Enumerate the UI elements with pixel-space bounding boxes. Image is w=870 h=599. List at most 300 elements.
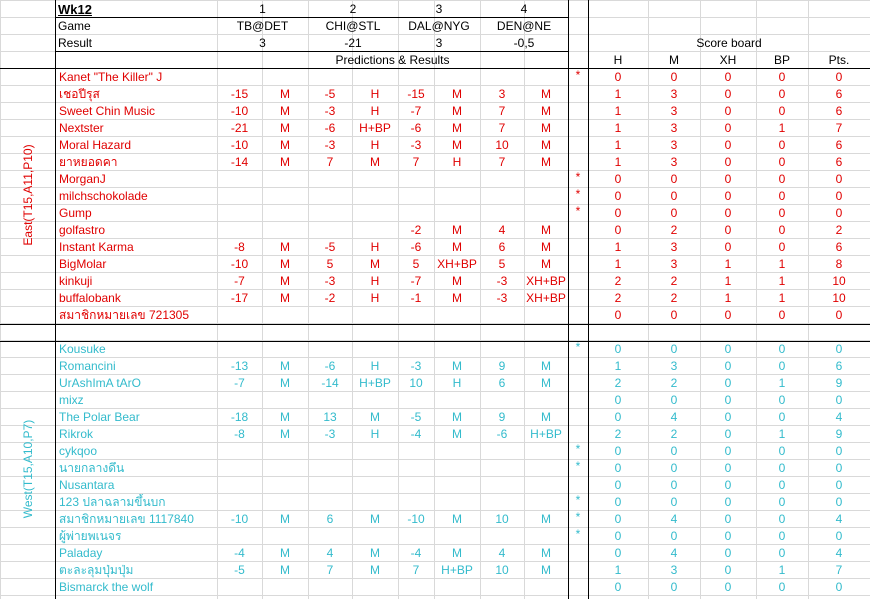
prediction-cell[interactable]: -6	[324, 121, 336, 135]
score-cell[interactable]: 2	[670, 376, 678, 390]
prediction-cell[interactable]: M	[280, 563, 290, 577]
prediction-cell[interactable]: H+BP	[359, 376, 391, 390]
scoreboard-header[interactable]: Score board	[696, 36, 762, 50]
prediction-cell[interactable]: H+BP	[530, 427, 562, 441]
score-cell[interactable]: 4	[835, 512, 843, 526]
prediction-cell[interactable]: M	[280, 240, 290, 254]
score-cell[interactable]: 0	[724, 580, 732, 594]
score-cell[interactable]: 0	[835, 580, 843, 594]
score-cell[interactable]: 0	[778, 206, 786, 220]
score-cell[interactable]: 0	[724, 155, 732, 169]
prediction-cell[interactable]: M	[280, 274, 290, 288]
score-cell[interactable]: 1	[778, 291, 786, 305]
prediction-cell[interactable]: -2	[410, 223, 422, 237]
score-cell[interactable]: 0	[724, 223, 732, 237]
score-cell[interactable]: 1	[614, 257, 622, 271]
prediction-cell[interactable]: H	[370, 104, 380, 118]
score-cell[interactable]: 0	[778, 104, 786, 118]
prediction-cell[interactable]: M	[452, 546, 462, 560]
score-cell[interactable]: 0	[835, 172, 843, 186]
score-cell[interactable]: 3	[670, 87, 678, 101]
prediction-cell[interactable]: -17	[230, 291, 249, 305]
player-name[interactable]: buffalobank	[59, 291, 121, 305]
prediction-cell[interactable]: M	[280, 121, 290, 135]
score-cell[interactable]: 0	[835, 529, 843, 543]
score-cell[interactable]: 1	[614, 87, 622, 101]
score-cell[interactable]: 0	[778, 546, 786, 560]
score-cell[interactable]: 4	[670, 512, 678, 526]
game-result-3[interactable]: 3	[435, 36, 443, 50]
score-cell[interactable]: 8	[835, 257, 843, 271]
prediction-cell[interactable]: M	[280, 546, 290, 560]
prediction-cell[interactable]: H	[370, 240, 380, 254]
prediction-cell[interactable]: H+BP	[359, 121, 391, 135]
score-cell[interactable]: 0	[778, 512, 786, 526]
prediction-cell[interactable]: M	[370, 155, 380, 169]
flag-star[interactable]: *	[575, 187, 581, 201]
score-cell[interactable]: 0	[778, 495, 786, 509]
score-cell[interactable]: 0	[614, 495, 622, 509]
score-cell[interactable]: 0	[778, 155, 786, 169]
score-cell[interactable]: 2	[670, 223, 678, 237]
prediction-cell[interactable]: M	[452, 87, 462, 101]
score-cell[interactable]: 0	[670, 189, 678, 203]
flag-star[interactable]: *	[575, 510, 581, 524]
prediction-cell[interactable]: 5	[326, 257, 334, 271]
player-name[interactable]: 123 ปลาฉลามขึ้นบก	[59, 495, 166, 509]
score-cell[interactable]: 0	[614, 444, 622, 458]
score-cell[interactable]: 0	[614, 393, 622, 407]
prediction-cell[interactable]: 6	[326, 512, 334, 526]
prediction-cell[interactable]: 10	[495, 512, 509, 526]
player-name[interactable]: BigMolar	[59, 257, 107, 271]
score-cell[interactable]: 0	[614, 478, 622, 492]
score-cell[interactable]: 4	[670, 546, 678, 560]
score-cell[interactable]: 3	[670, 257, 678, 271]
score-cell[interactable]: 2	[614, 274, 622, 288]
score-cell[interactable]: 0	[778, 461, 786, 475]
prediction-cell[interactable]: M	[280, 512, 290, 526]
prediction-cell[interactable]: M	[280, 87, 290, 101]
score-cell[interactable]: 0	[778, 342, 786, 356]
prediction-cell[interactable]: -5	[324, 87, 336, 101]
score-cell[interactable]: 0	[614, 512, 622, 526]
prediction-cell[interactable]: M	[280, 427, 290, 441]
game-matchup-3[interactable]: DAL@NYG	[408, 19, 470, 33]
score-cell[interactable]: 9	[835, 376, 843, 390]
prediction-cell[interactable]: -5	[234, 563, 245, 577]
prediction-cell[interactable]: -8	[234, 240, 245, 254]
score-cell[interactable]: 1	[614, 359, 622, 373]
game-result-4[interactable]: -0,5	[513, 36, 535, 50]
prediction-cell[interactable]: M	[452, 121, 462, 135]
prediction-cell[interactable]: -3	[410, 138, 422, 152]
prediction-cell[interactable]: M	[541, 223, 551, 237]
prediction-cell[interactable]: -7	[234, 376, 245, 390]
prediction-cell[interactable]: M	[280, 138, 290, 152]
player-name[interactable]: Gump	[59, 206, 92, 220]
prediction-cell[interactable]: -6	[410, 121, 422, 135]
prediction-cell[interactable]: H	[370, 359, 380, 373]
prediction-cell[interactable]: -10	[230, 257, 249, 271]
prediction-cell[interactable]: 10	[495, 563, 509, 577]
score-cell[interactable]: 0	[835, 444, 843, 458]
player-name[interactable]: Rikrok	[59, 427, 94, 441]
prediction-cell[interactable]: M	[452, 427, 462, 441]
score-cell[interactable]: 9	[835, 427, 843, 441]
flag-star[interactable]: *	[575, 204, 581, 218]
player-name[interactable]: Kanet "The Killer" J	[59, 70, 163, 84]
game-number-1[interactable]: 1	[259, 2, 266, 16]
prediction-cell[interactable]: M	[452, 274, 462, 288]
prediction-cell[interactable]: M	[452, 138, 462, 152]
score-col-h[interactable]: H	[613, 53, 623, 67]
score-cell[interactable]: 0	[724, 444, 732, 458]
prediction-cell[interactable]: M	[280, 376, 290, 390]
score-cell[interactable]: 0	[778, 359, 786, 373]
flag-star[interactable]: *	[575, 340, 581, 354]
score-cell[interactable]: 0	[835, 70, 843, 84]
score-cell[interactable]: 0	[835, 393, 843, 407]
score-cell[interactable]: 0	[835, 461, 843, 475]
flag-star[interactable]: *	[575, 493, 581, 507]
score-cell[interactable]: 0	[614, 529, 622, 543]
score-cell[interactable]: 0	[614, 223, 622, 237]
prediction-cell[interactable]: H+BP	[441, 563, 473, 577]
score-cell[interactable]: 0	[778, 172, 786, 186]
prediction-cell[interactable]: -5	[324, 240, 336, 254]
player-name[interactable]: UrAshImA tArO	[59, 376, 142, 390]
score-cell[interactable]: 6	[835, 240, 843, 254]
score-cell[interactable]: 0	[670, 206, 678, 220]
score-cell[interactable]: 0	[724, 206, 732, 220]
score-cell[interactable]: 0	[724, 376, 732, 390]
score-cell[interactable]: 0	[724, 308, 732, 322]
player-name[interactable]: golfastro	[59, 223, 106, 237]
game-matchup-4[interactable]: DEN@NE	[496, 19, 552, 33]
score-cell[interactable]: 0	[724, 546, 732, 560]
prediction-cell[interactable]: 10	[409, 376, 423, 390]
score-cell[interactable]: 0	[724, 121, 732, 135]
flag-star[interactable]: *	[575, 68, 581, 82]
prediction-cell[interactable]: XH+BP	[526, 274, 566, 288]
score-cell[interactable]: 0	[670, 70, 678, 84]
prediction-cell[interactable]: M	[452, 223, 462, 237]
prediction-cell[interactable]: -10	[230, 138, 249, 152]
prediction-cell[interactable]: -4	[410, 546, 422, 560]
prediction-cell[interactable]: -3	[324, 138, 336, 152]
score-cell[interactable]: 4	[670, 410, 678, 424]
prediction-cell[interactable]: M	[452, 512, 462, 526]
prediction-cell[interactable]: M	[280, 410, 290, 424]
score-cell[interactable]: 6	[835, 104, 843, 118]
score-cell[interactable]: 0	[614, 206, 622, 220]
score-cell[interactable]: 0	[670, 495, 678, 509]
predictions-header[interactable]: Predictions & Results	[335, 53, 450, 67]
score-cell[interactable]: 3	[670, 240, 678, 254]
prediction-cell[interactable]: M	[541, 121, 551, 135]
player-name[interactable]: Bismarck the wolf	[59, 580, 154, 594]
score-cell[interactable]: 6	[835, 87, 843, 101]
prediction-cell[interactable]: M	[541, 87, 551, 101]
player-name[interactable]: milchschokolade	[59, 189, 148, 203]
score-cell[interactable]: 0	[778, 223, 786, 237]
player-name[interactable]: Romancini	[59, 359, 116, 373]
score-cell[interactable]: 2	[614, 376, 622, 390]
score-cell[interactable]: 1	[614, 104, 622, 118]
score-col-m[interactable]: M	[669, 53, 679, 67]
player-name[interactable]: นายกลางดึน	[59, 461, 125, 475]
score-cell[interactable]: 0	[670, 342, 678, 356]
prediction-cell[interactable]: M	[370, 512, 380, 526]
game-number-4[interactable]: 4	[520, 2, 528, 16]
score-cell[interactable]: 0	[724, 512, 732, 526]
score-cell[interactable]: 1	[778, 274, 786, 288]
score-cell[interactable]: 0	[778, 529, 786, 543]
score-cell[interactable]: 0	[724, 87, 732, 101]
player-name[interactable]: Kousuke	[59, 342, 106, 356]
prediction-cell[interactable]: H	[452, 376, 462, 390]
score-cell[interactable]: 0	[724, 70, 732, 84]
game-number-3[interactable]: 3	[435, 2, 443, 16]
score-col-xh[interactable]: XH	[719, 53, 737, 67]
prediction-cell[interactable]: -15	[230, 87, 249, 101]
prediction-cell[interactable]: -3	[496, 274, 508, 288]
prediction-cell[interactable]: M	[280, 257, 290, 271]
prediction-cell[interactable]: 5	[412, 257, 420, 271]
score-cell[interactable]: 1	[778, 563, 786, 577]
prediction-cell[interactable]: M	[541, 104, 551, 118]
score-cell[interactable]: 0	[835, 206, 843, 220]
score-cell[interactable]: 2	[835, 223, 843, 237]
prediction-cell[interactable]: 3	[498, 87, 506, 101]
score-cell[interactable]: 0	[778, 580, 786, 594]
prediction-cell[interactable]: -14	[321, 376, 339, 390]
score-cell[interactable]: 1	[724, 257, 732, 271]
prediction-cell[interactable]: -3	[324, 427, 336, 441]
score-cell[interactable]: 0	[670, 478, 678, 492]
prediction-cell[interactable]: H	[370, 291, 380, 305]
prediction-cell[interactable]: 9	[498, 359, 506, 373]
player-name[interactable]: Nusantara	[59, 478, 115, 492]
score-cell[interactable]: 0	[614, 342, 622, 356]
score-cell[interactable]: 0	[724, 240, 732, 254]
prediction-cell[interactable]: -7	[410, 104, 422, 118]
score-cell[interactable]: 0	[724, 342, 732, 356]
score-cell[interactable]: 2	[614, 427, 622, 441]
prediction-cell[interactable]: -5	[410, 410, 422, 424]
score-cell[interactable]: 0	[614, 546, 622, 560]
flag-star[interactable]: *	[575, 442, 581, 456]
player-name[interactable]: สมาชิกหมายเลข 1117840	[59, 512, 194, 526]
prediction-cell[interactable]: -18	[230, 410, 249, 424]
score-col-pts[interactable]: Pts.	[828, 53, 850, 67]
score-cell[interactable]: 0	[724, 427, 732, 441]
prediction-cell[interactable]: H	[370, 427, 380, 441]
game-label[interactable]: Game	[58, 19, 91, 33]
prediction-cell[interactable]: -3	[410, 359, 422, 373]
flag-star[interactable]: *	[575, 170, 581, 184]
game-matchup-2[interactable]: CHI@STL	[325, 19, 381, 33]
prediction-cell[interactable]: -2	[324, 291, 336, 305]
player-name[interactable]: cykqoo	[59, 444, 98, 458]
prediction-cell[interactable]: M	[370, 546, 380, 560]
score-cell[interactable]: 2	[614, 291, 622, 305]
player-name[interactable]: สมาชิกหมายเลข 721305	[59, 308, 190, 322]
game-number-2[interactable]: 2	[349, 2, 357, 16]
prediction-cell[interactable]: M	[452, 359, 462, 373]
prediction-cell[interactable]: XH+BP	[437, 257, 477, 271]
prediction-cell[interactable]: -1	[410, 291, 422, 305]
player-name[interactable]: MorganJ	[59, 172, 106, 186]
score-cell[interactable]: 0	[670, 580, 678, 594]
score-cell[interactable]: 0	[724, 189, 732, 203]
prediction-cell[interactable]: -3	[496, 291, 508, 305]
score-cell[interactable]: 0	[724, 104, 732, 118]
score-cell[interactable]: 0	[670, 461, 678, 475]
score-cell[interactable]: 0	[670, 529, 678, 543]
score-cell[interactable]: 0	[778, 308, 786, 322]
prediction-cell[interactable]: M	[370, 563, 380, 577]
game-result-1[interactable]: 3	[259, 36, 266, 50]
player-name[interactable]: mixz	[59, 393, 84, 407]
player-name[interactable]: Instant Karma	[59, 240, 134, 254]
prediction-cell[interactable]: 7	[498, 104, 506, 118]
score-cell[interactable]: 3	[670, 155, 678, 169]
score-cell[interactable]: 0	[778, 444, 786, 458]
score-cell[interactable]: 0	[670, 308, 678, 322]
score-cell[interactable]: 6	[835, 359, 843, 373]
player-name[interactable]: Nextster	[59, 121, 104, 135]
score-cell[interactable]: 0	[670, 172, 678, 186]
prediction-cell[interactable]: 7	[498, 155, 506, 169]
result-label[interactable]: Result	[58, 36, 93, 50]
prediction-cell[interactable]: -6	[410, 240, 422, 254]
prediction-cell[interactable]: M	[541, 563, 551, 577]
prediction-cell[interactable]: -6	[324, 359, 336, 373]
prediction-cell[interactable]: M	[452, 410, 462, 424]
score-cell[interactable]: 3	[670, 121, 678, 135]
player-name[interactable]: Moral Hazard	[59, 138, 132, 152]
score-cell[interactable]: 7	[835, 563, 843, 577]
prediction-cell[interactable]: -15	[407, 87, 425, 101]
prediction-cell[interactable]: 4	[498, 546, 506, 560]
prediction-cell[interactable]: 9	[498, 410, 506, 424]
score-cell[interactable]: 1	[778, 257, 786, 271]
score-cell[interactable]: 0	[835, 478, 843, 492]
score-cell[interactable]: 1	[614, 155, 622, 169]
score-cell[interactable]: 0	[614, 172, 622, 186]
prediction-cell[interactable]: 7	[412, 563, 420, 577]
prediction-cell[interactable]: 6	[498, 240, 506, 254]
prediction-cell[interactable]: -3	[324, 104, 336, 118]
score-col-bp[interactable]: BP	[773, 53, 790, 67]
prediction-cell[interactable]: M	[541, 240, 551, 254]
score-cell[interactable]: 0	[614, 461, 622, 475]
prediction-cell[interactable]: 5	[498, 257, 506, 271]
score-cell[interactable]: 3	[670, 104, 678, 118]
prediction-cell[interactable]: 4	[326, 546, 334, 560]
prediction-cell[interactable]: 6	[498, 376, 506, 390]
prediction-cell[interactable]: -3	[324, 274, 336, 288]
prediction-cell[interactable]: -10	[230, 104, 249, 118]
sheet-title[interactable]: Wk12	[58, 2, 92, 17]
prediction-cell[interactable]: 7	[326, 563, 334, 577]
prediction-cell[interactable]: 7	[326, 155, 334, 169]
prediction-cell[interactable]: 13	[323, 410, 337, 424]
score-cell[interactable]: 1	[614, 240, 622, 254]
prediction-cell[interactable]: M	[280, 291, 290, 305]
player-name[interactable]: Sweet Chin Music	[59, 104, 156, 118]
prediction-cell[interactable]: M	[541, 512, 551, 526]
prediction-cell[interactable]: H	[370, 138, 380, 152]
score-cell[interactable]: 0	[835, 189, 843, 203]
prediction-cell[interactable]: -7	[234, 274, 245, 288]
score-cell[interactable]: 2	[670, 291, 678, 305]
prediction-cell[interactable]: M	[280, 155, 290, 169]
prediction-cell[interactable]: M	[370, 410, 380, 424]
score-cell[interactable]: 0	[614, 70, 622, 84]
score-cell[interactable]: 4	[835, 546, 843, 560]
prediction-cell[interactable]: M	[370, 257, 380, 271]
prediction-cell[interactable]: M	[541, 155, 551, 169]
player-name[interactable]: The Polar Bear	[59, 410, 140, 424]
player-name[interactable]: ตะละลุมปุ่มปุ่ม	[59, 563, 134, 577]
prediction-cell[interactable]: -13	[230, 359, 249, 373]
score-cell[interactable]: 0	[778, 70, 786, 84]
score-cell[interactable]: 0	[724, 393, 732, 407]
prediction-cell[interactable]: M	[541, 138, 551, 152]
player-name[interactable]: kinkuji	[59, 274, 93, 288]
score-cell[interactable]: 0	[778, 87, 786, 101]
game-result-2[interactable]: -21	[344, 36, 362, 50]
prediction-cell[interactable]: -21	[230, 121, 249, 135]
prediction-cell[interactable]: -4	[410, 427, 422, 441]
score-cell[interactable]: 0	[724, 495, 732, 509]
score-cell[interactable]: 3	[670, 138, 678, 152]
prediction-cell[interactable]: M	[452, 291, 462, 305]
score-cell[interactable]: 1	[614, 138, 622, 152]
prediction-cell[interactable]: H	[452, 155, 462, 169]
player-name[interactable]: Paladay	[59, 546, 103, 560]
score-cell[interactable]: 0	[614, 189, 622, 203]
prediction-cell[interactable]: -7	[410, 274, 422, 288]
score-cell[interactable]: 7	[835, 121, 843, 135]
score-cell[interactable]: 0	[724, 478, 732, 492]
score-cell[interactable]: 0	[724, 172, 732, 186]
score-cell[interactable]: 0	[724, 138, 732, 152]
prediction-cell[interactable]: M	[280, 104, 290, 118]
prediction-cell[interactable]: -6	[496, 427, 508, 441]
prediction-cell[interactable]: -14	[230, 155, 249, 169]
flag-star[interactable]: *	[575, 459, 581, 473]
score-cell[interactable]: 0	[724, 563, 732, 577]
game-matchup-1[interactable]: TB@DET	[236, 19, 289, 33]
prediction-cell[interactable]: M	[452, 240, 462, 254]
prediction-cell[interactable]: M	[541, 359, 551, 373]
player-name[interactable]: เชอปีรุส	[59, 87, 100, 101]
score-cell[interactable]: 1	[724, 274, 732, 288]
score-cell[interactable]: 10	[832, 274, 846, 288]
score-cell[interactable]: 0	[778, 478, 786, 492]
prediction-cell[interactable]: -8	[234, 427, 245, 441]
prediction-cell[interactable]: M	[280, 359, 290, 373]
prediction-cell[interactable]: M	[541, 546, 551, 560]
score-cell[interactable]: 0	[778, 189, 786, 203]
prediction-cell[interactable]: H	[370, 274, 380, 288]
player-name[interactable]: ผู้พ่ายพเนจร	[59, 529, 122, 543]
score-cell[interactable]: 1	[614, 563, 622, 577]
